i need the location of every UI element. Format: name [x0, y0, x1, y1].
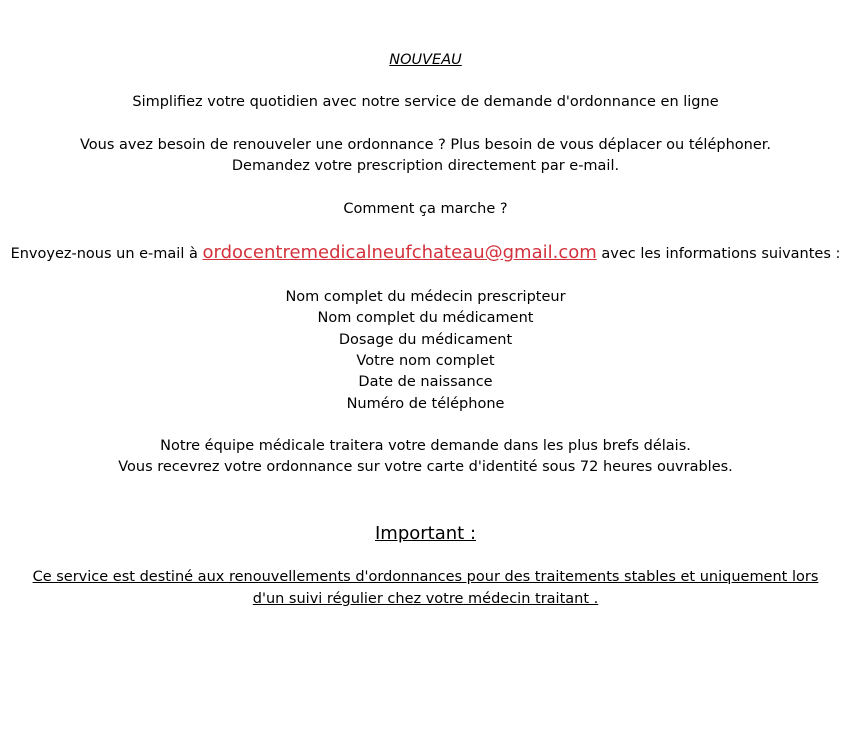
headline: NOUVEAU: [389, 52, 462, 68]
list-item: Date de naissance: [358, 374, 493, 390]
list-item: Votre nom complet: [356, 353, 495, 369]
important-title: Important :: [374, 523, 477, 544]
email-instruction-after: avec les informations suivantes :: [596, 246, 841, 262]
email-link[interactable]: ordocentremedicalneufchateau@gmail.com: [202, 242, 597, 263]
disclaimer-line-2: d'un suivi régulier chez votre médecin traitant .: [252, 591, 599, 607]
tagline: Simplifiez votre quotidien avec notre service de demande d'ordonnance en ligne: [132, 94, 719, 110]
email-instruction: [0, 243, 851, 264]
disclaimer-line-1: Ce service est destiné aux renouvellements d'ordonnances pour des traitements stables et uniquement lors: [32, 569, 819, 585]
list-item: Dosage du médicament: [338, 332, 513, 348]
list-item: Numéro de téléphone: [346, 396, 505, 412]
intro-line-2: Demandez votre prescription directement par e-mail.: [231, 158, 620, 174]
list-item: Nom complet du médecin prescripteur: [285, 289, 566, 305]
how-title: Comment ça marche ?: [343, 201, 508, 217]
email-instruction-before: Envoyez-nous un e-mail à: [10, 246, 203, 262]
list-item: Nom complet du médicament: [317, 310, 534, 326]
processing-line-1: Notre équipe médicale traitera votre demande dans les plus brefs délais.: [160, 438, 691, 454]
processing-line-2: Vous recevrez votre ordonnance sur votre carte d'identité sous 72 heures ouvrables.: [118, 459, 733, 475]
intro-line-1: Vous avez besoin de renouveler une ordonnance ? Plus besoin de vous déplacer ou téléphoner.: [80, 137, 771, 153]
